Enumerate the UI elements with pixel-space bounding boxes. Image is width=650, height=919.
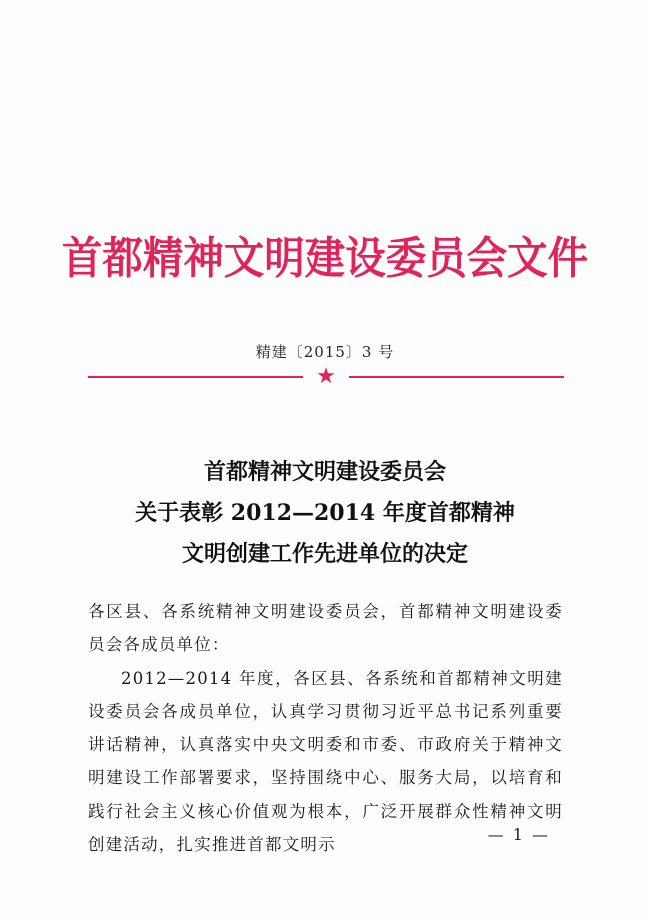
title-line-2: 关于表彰 2012—2014 年度首都精神 bbox=[135, 500, 515, 526]
red-divider bbox=[88, 365, 564, 389]
divider-line-left bbox=[88, 376, 303, 378]
document-title bbox=[0, 452, 650, 575]
page-number: — 1 — bbox=[487, 825, 550, 844]
title-line-1: 首都精神文明建设委员会 bbox=[203, 459, 446, 485]
document-number: 精建〔2015〕3 号 bbox=[255, 343, 395, 361]
body-paragraph: 2012—2014 年度，各区县、各系统和首都精神文明建设委员会各成员单位，认真学习贯彻习近平总书记系列重要讲话精神，认真落实中央文明委和市委、市政府关于精神文明建设工作部署要求，坚持围绕中心、服务大局，以培育和践行社会主义核心价值观为根本，广泛开展群众性精神文明创建活动，扎实推进首都文明示 bbox=[88, 668, 563, 855]
star-icon: ★ bbox=[316, 364, 336, 389]
title-line-3: 文明创建工作先进单位的决定 bbox=[181, 541, 468, 567]
document-header-title: 首都精神文明建设委员会文件 bbox=[61, 233, 589, 284]
salutation: 各区县、各系统精神文明建设委员会，首都精神文明建设委员会各成员单位： bbox=[88, 602, 563, 655]
document-body bbox=[88, 595, 563, 861]
divider-line-right bbox=[349, 376, 564, 378]
